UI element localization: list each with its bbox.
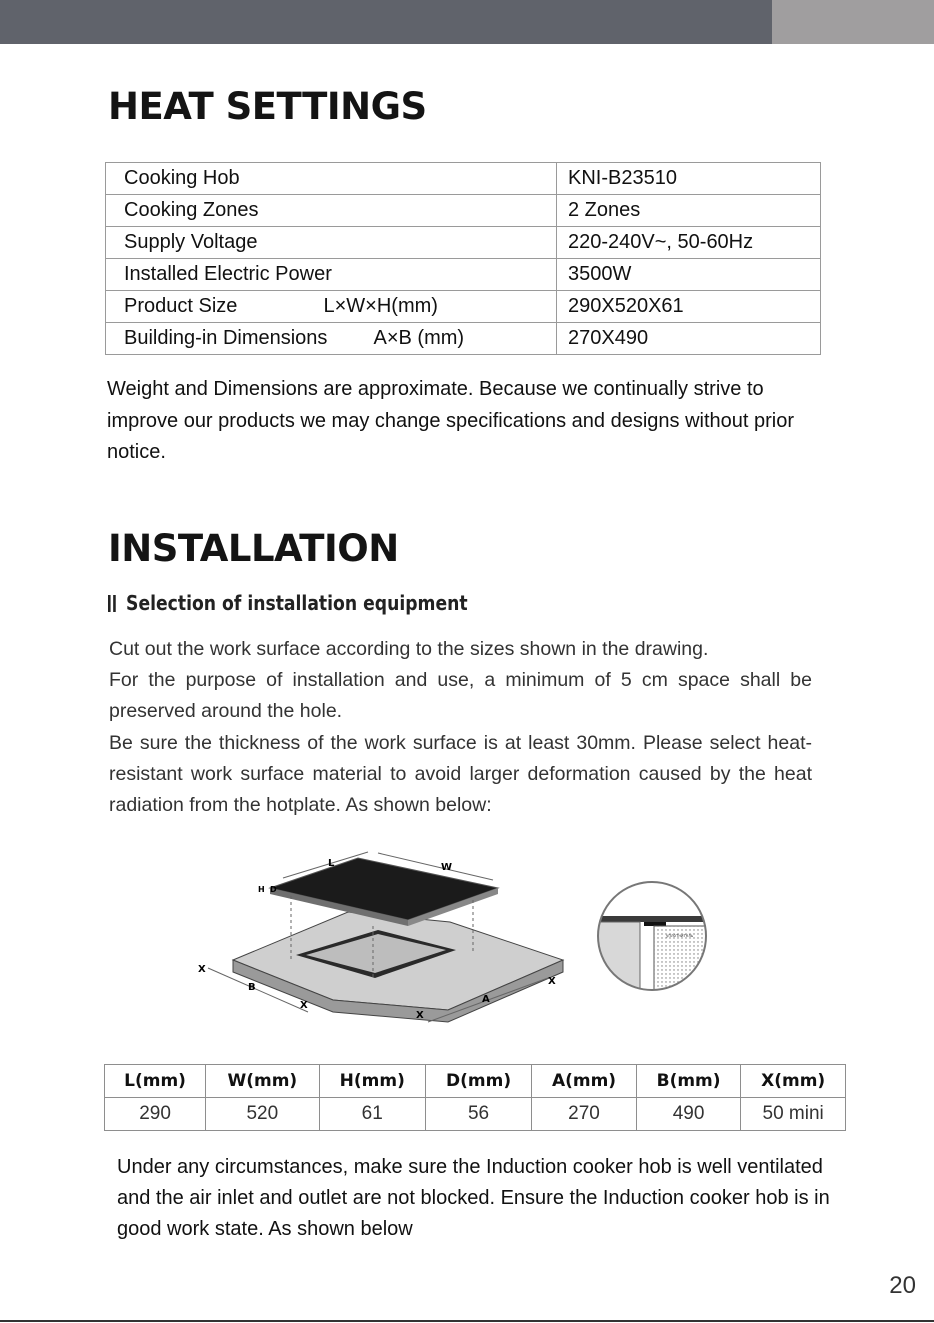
hob-glass [270, 858, 498, 920]
spec-label-cell [106, 163, 557, 195]
spec-value: 3500W [557, 259, 821, 291]
label-w: W [441, 862, 453, 873]
spec-row [106, 259, 821, 291]
spec-label: Cooking Zones [124, 199, 259, 221]
dimension-header: L(mm) [105, 1065, 206, 1098]
seal-strip [644, 922, 666, 926]
spec-row [106, 323, 821, 355]
spec-label: Building-in Dimensions [124, 327, 328, 349]
spec-label-cell [106, 259, 557, 291]
dimension-value: 490 [636, 1098, 740, 1131]
spec-label: Product Size [124, 295, 238, 317]
dimension-value: 270 [532, 1098, 637, 1131]
label-d: D [270, 885, 277, 894]
footer-rule [0, 1320, 934, 1322]
spec-label: Installed Electric Power [124, 263, 332, 285]
label-l: L [328, 858, 335, 869]
label-h: H [258, 885, 265, 894]
ventilation-note: Under any circumstances, make sure the Induction cooker hob is well ventilated and the air inlet and outlet are not blocked. Ensure the Induction cooker hob is in good work state. As shown below [117, 1156, 830, 1240]
spec-label: Supply Voltage [124, 231, 258, 253]
heat-settings-title: HEAT SETTINGS [108, 85, 427, 128]
specifications-table [105, 162, 821, 355]
spec-label-cell [106, 291, 557, 323]
spec-dimension-unit: A×B (mm) [373, 327, 465, 349]
glass-edge [596, 916, 708, 922]
spec-value: 270X490 [557, 323, 821, 355]
paragraph: Be sure the thickness of the work surface is at least 30mm. Please select heat-resistant work surface material to avoid larger deformation caused by the heat radiation from the hotplate. As shown below: [109, 731, 812, 817]
dimension-header: D(mm) [425, 1065, 531, 1098]
dimension-header: A(mm) [532, 1065, 637, 1098]
spec-value: 220-240V~, 50-60Hz [557, 227, 821, 259]
dimension-header: H(mm) [319, 1065, 425, 1098]
label-x: X [416, 1010, 424, 1021]
spec-value: 290X520X61 [557, 291, 821, 323]
dimension-value: 290 [105, 1098, 206, 1131]
seal-detail-diagram [596, 880, 708, 992]
subheading-bar-icon [108, 595, 111, 612]
subheading-bar-icon [113, 595, 116, 612]
dimension-value: 61 [319, 1098, 425, 1131]
dimension-value: 50 mini [741, 1098, 846, 1131]
dimension-header: X(mm) [741, 1065, 846, 1098]
spec-value: 2 Zones [557, 195, 821, 227]
installation-text [109, 634, 812, 821]
seal-label: уплотнитель [666, 933, 694, 938]
dimension-value: 56 [425, 1098, 531, 1131]
installation-title: INSTALLATION [108, 527, 399, 570]
dimension-header: B(mm) [636, 1065, 740, 1098]
label-x: X [198, 964, 206, 975]
dimension-value: 520 [206, 1098, 319, 1131]
spec-label-cell [106, 227, 557, 259]
label-b: B [248, 982, 256, 993]
section-subheading [108, 591, 468, 615]
spec-label-cell [106, 323, 557, 355]
label-x: X [300, 1000, 308, 1011]
paragraph: For the purpose of installation and use, a minimum of 5 cm space shall be preserved around the hole. [109, 669, 812, 723]
cutout-diagram [188, 850, 568, 1025]
spec-row [106, 163, 821, 195]
spec-label-cell [106, 195, 557, 227]
paragraph: Cut out the work surface according to the sizes shown in the drawing. [109, 638, 709, 660]
spec-value: KNI-B23510 [557, 163, 821, 195]
spec-label: Cooking Hob [124, 167, 240, 189]
label-x: X [548, 976, 556, 987]
disclaimer-note: Weight and Dimensions are approximate. Because we continually strive to improve our products we may change specifications and designs without prior notice. [107, 378, 795, 463]
header-bar-accent [772, 0, 934, 44]
spec-row [106, 291, 821, 323]
spec-row [106, 227, 821, 259]
dimension-header: W(mm) [206, 1065, 319, 1098]
label-a: A [482, 994, 490, 1005]
subheading-text: Selection of installation equipment [126, 591, 468, 615]
header-bar [0, 0, 772, 44]
spec-dimension-unit: L×W×H(mm) [323, 295, 438, 317]
page-number: 20 [889, 1272, 916, 1299]
spec-row [106, 195, 821, 227]
dimensions-table [104, 1064, 846, 1131]
